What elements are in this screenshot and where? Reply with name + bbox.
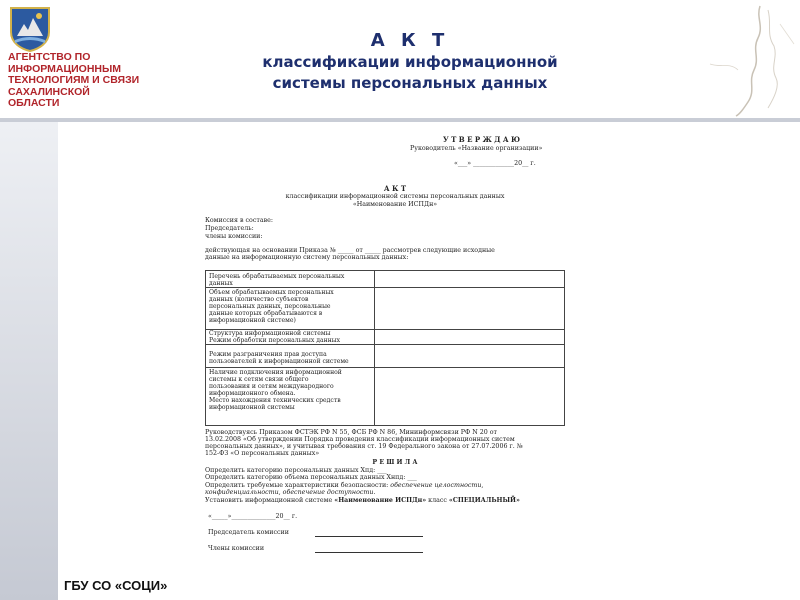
act-document (200, 130, 590, 575)
decided-heading: Р Е Ш И Л А (372, 459, 418, 466)
sign-members: Члены комиссии (208, 545, 265, 552)
table-cell: Объем обрабатываемых персональных (209, 289, 334, 296)
decision-text: обеспечение целостности, (390, 482, 484, 489)
act-system-name: «Наименование ИСПДн» (352, 201, 438, 208)
title-line: классификации информационной (262, 53, 558, 71)
acting-text: данные на информационную систему персональных данных: (205, 254, 409, 261)
table-row (209, 289, 374, 324)
source-data-table (205, 270, 565, 426)
approve-date: «___» _____________20__ г. (454, 160, 536, 167)
approve-subtitle: Руководитель «Название организации» (410, 145, 543, 152)
table-row (209, 273, 374, 287)
table-cell: Перечень обрабатываемых персональных (209, 273, 345, 280)
guided-text: Руководствуясь Приказом ФСТЭК РФ N 55, ФСБ РФ N 86, Мининформсвязи РФ N 20 от (205, 429, 498, 436)
agency-line: ОБЛАСТИ (8, 97, 60, 109)
table-cell: системы к сетям связи общего (209, 376, 309, 383)
decision-line (205, 482, 483, 489)
members-label: члены комиссии: (205, 233, 263, 240)
table-cell: Режим разграничения прав доступа (209, 351, 327, 358)
chair-label: Председатель: (205, 225, 254, 232)
table-row (209, 330, 374, 344)
decision-line (205, 497, 520, 504)
decision-text: класс (426, 497, 449, 504)
agency-line: ТЕХНОЛОГИЯМ И СВЯЗИ (8, 74, 140, 86)
sign-chair: Председатель комиссии (208, 529, 289, 536)
table-cell: данных (209, 280, 233, 287)
decision-line: Определить категорию объема персональных данных Хнпд: ___ (205, 474, 417, 481)
header-divider (0, 118, 800, 122)
footer-org: ГБУ СО «СОЦИ» (64, 578, 168, 593)
table-row (209, 351, 374, 365)
guided-text: 13.02.2008 «Об утверждении Порядка проведения классификации информационных систем (205, 436, 515, 443)
signature-line (315, 536, 423, 537)
coat-of-arms-icon (9, 6, 51, 52)
table-cell: Режим обработки персональных данных (209, 337, 341, 344)
left-side-bar (0, 122, 58, 600)
table-row (209, 369, 374, 411)
table-cell: данных (количество субъектов (209, 296, 309, 303)
decision-line: Определить категорию персональных данных Хпд: ___ (205, 467, 387, 474)
acting-text: действующая на основании Приказа № _____ от _____ рассмотрев следующие исходные (205, 247, 495, 254)
agency-line: АГЕНТСТВО ПО (8, 51, 91, 63)
table-cell: информационной системы (209, 404, 295, 411)
header-bar (0, 0, 800, 118)
decision-text: Установить информационной системе (205, 497, 335, 504)
table-cell: информационного обмена. (209, 390, 296, 397)
act-subtitle: классификации информационной системы персональных данных (285, 193, 505, 200)
decision-text: «Наименование ИСПДн» (334, 497, 427, 504)
table-cell: данные которых обрабатываются в (209, 310, 323, 317)
agency-line: ИНФОРМАЦИОННЫМ (8, 62, 122, 75)
agency-line: САХАЛИНСКОЙ (8, 85, 90, 98)
table-cell: Структура информационной системы (209, 330, 331, 337)
guided-text: 152-ФЗ «О персональных данных» (205, 450, 320, 457)
guided-text: персональных данных», и учитывая требования ст. 19 Федерального закона от 27.07.2006 г. № (205, 443, 523, 450)
decision-line: конфиденциальности, обеспечение доступности. (205, 489, 376, 496)
table-cell: Наличие подключения информационной (209, 369, 342, 376)
table-cell: Место нахождения технических средств (209, 397, 341, 404)
agency-name (8, 52, 148, 110)
table-cell: персональных данных, персональные (209, 303, 331, 310)
sakhalin-map-icon (690, 4, 798, 117)
decision-text: Определить требуемые характеристики безопасности: (205, 482, 391, 489)
slide-title (200, 30, 620, 94)
table-cell: пользования и сетям международного (209, 383, 334, 390)
table-cell: информационной системе) (209, 317, 296, 324)
signature-line (315, 552, 423, 553)
title-line: системы персональных данных (272, 74, 548, 92)
act-heading: А К Т (383, 184, 407, 193)
approve-heading: У Т В Е Р Ж Д А Ю (443, 135, 521, 144)
commission-label: Комиссия в составе: (205, 217, 274, 224)
title-line: А К Т (370, 30, 450, 51)
table-cell: пользователей к информационной системе (209, 358, 349, 365)
sign-date: «_____»______________20__ г. (208, 513, 298, 520)
decision-text: «СПЕЦИАЛЬНЫЙ» (448, 497, 520, 504)
